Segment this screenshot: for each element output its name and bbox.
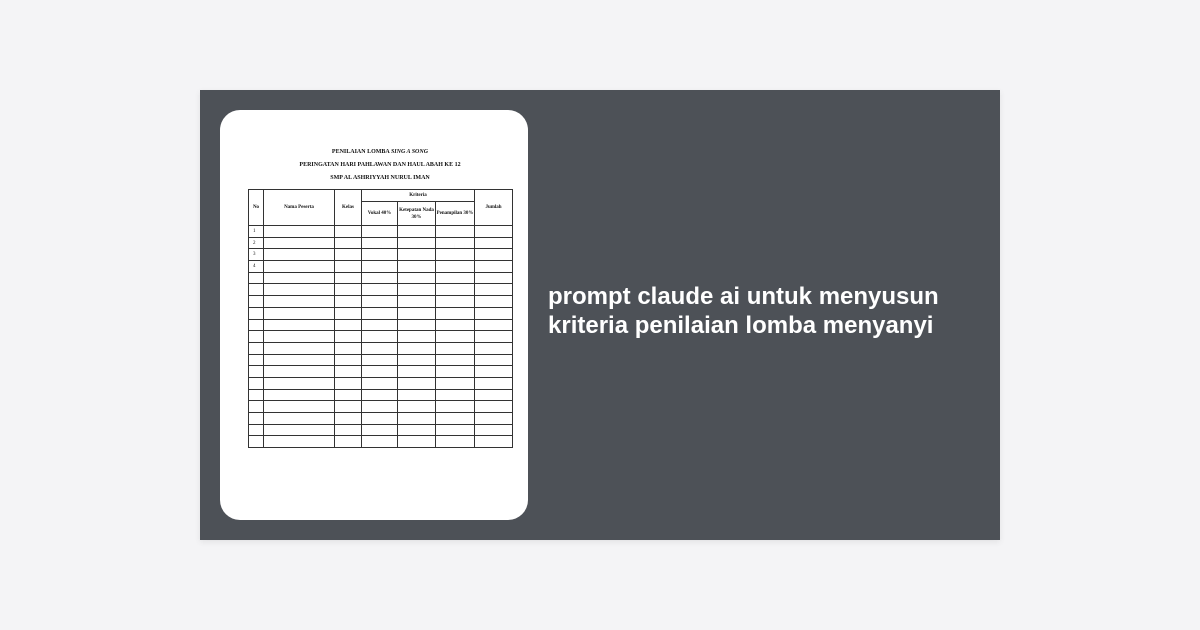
- table-cell: [335, 284, 362, 296]
- scoring-table-body: [249, 226, 513, 448]
- table-row: [249, 342, 513, 354]
- table-cell: [362, 272, 398, 284]
- table-cell: [398, 377, 436, 389]
- row-number: [249, 272, 264, 284]
- row-number: [249, 331, 264, 343]
- table-cell: [362, 331, 398, 343]
- table-cell: [398, 261, 436, 273]
- document-heading-italic: SING A SONG: [390, 149, 429, 155]
- header-nama-peserta: Nama Peserta: [264, 190, 335, 226]
- table-cell: [475, 261, 513, 273]
- table-cell: [264, 331, 335, 343]
- table-cell: [475, 413, 513, 425]
- table-cell: [335, 296, 362, 308]
- table-row: [249, 237, 513, 249]
- table-cell: [398, 331, 436, 343]
- table-cell: [362, 366, 398, 378]
- table-cell: [335, 377, 362, 389]
- table-cell: [264, 296, 335, 308]
- header-penampilan: Penampilan 30%: [436, 202, 475, 226]
- table-cell: [335, 249, 362, 261]
- table-cell: [264, 319, 335, 331]
- table-cell: [475, 366, 513, 378]
- table-row: [249, 261, 513, 273]
- table-cell: [362, 377, 398, 389]
- table-cell: [436, 237, 475, 249]
- row-number: 3: [249, 249, 264, 261]
- table-cell: [264, 401, 335, 413]
- table-cell: [436, 413, 475, 425]
- table-cell: [475, 342, 513, 354]
- table-row: [249, 377, 513, 389]
- table-cell: [335, 436, 362, 448]
- table-cell: [335, 413, 362, 425]
- table-cell: [264, 424, 335, 436]
- header-kriteria: Kriteria: [362, 190, 475, 202]
- row-number: [249, 366, 264, 378]
- table-row: [249, 401, 513, 413]
- table-cell: [436, 377, 475, 389]
- table-cell: [398, 424, 436, 436]
- row-number: [249, 401, 264, 413]
- table-cell: [475, 296, 513, 308]
- table-cell: [335, 342, 362, 354]
- table-cell: [436, 424, 475, 436]
- table-cell: [264, 307, 335, 319]
- table-cell: [362, 342, 398, 354]
- table-row: [249, 331, 513, 343]
- table-cell: [362, 389, 398, 401]
- table-cell: [362, 424, 398, 436]
- table-cell: [264, 272, 335, 284]
- table-cell: [475, 237, 513, 249]
- table-cell: [264, 413, 335, 425]
- table-row: [249, 413, 513, 425]
- header-kelas: Kelas: [335, 190, 362, 226]
- table-cell: [436, 436, 475, 448]
- table-cell: [398, 296, 436, 308]
- article-thumbnail[interactable]: [220, 110, 528, 520]
- table-cell: [475, 331, 513, 343]
- table-cell: [264, 261, 335, 273]
- table-cell: [398, 272, 436, 284]
- table-row: [249, 307, 513, 319]
- table-cell: [475, 307, 513, 319]
- table-cell: [398, 319, 436, 331]
- row-number: 1: [249, 226, 264, 238]
- table-cell: [475, 436, 513, 448]
- document-subheading: PERINGATAN HARI PAHLAWAN DAN HAUL ABAH KE 12: [299, 162, 461, 168]
- row-number: [249, 389, 264, 401]
- table-row: [249, 389, 513, 401]
- table-cell: [475, 401, 513, 413]
- table-cell: [264, 342, 335, 354]
- header-jumlah: Jumlah: [475, 190, 513, 226]
- table-row: [249, 284, 513, 296]
- table-row: [249, 249, 513, 261]
- table-cell: [398, 366, 436, 378]
- table-cell: [398, 237, 436, 249]
- table-row: [249, 436, 513, 448]
- table-cell: [436, 307, 475, 319]
- row-number: [249, 284, 264, 296]
- table-cell: [335, 424, 362, 436]
- header-vokal: Vokal 40%: [362, 202, 398, 226]
- table-cell: [475, 319, 513, 331]
- table-cell: [398, 389, 436, 401]
- table-cell: [362, 319, 398, 331]
- table-cell: [335, 272, 362, 284]
- row-number: [249, 307, 264, 319]
- table-cell: [362, 436, 398, 448]
- table-cell: [335, 401, 362, 413]
- table-cell: [362, 354, 398, 366]
- table-cell: [436, 296, 475, 308]
- table-cell: [335, 261, 362, 273]
- header-ketepatan-nada: Ketepatan Nada 30%: [398, 202, 436, 226]
- row-number: [249, 436, 264, 448]
- table-cell: [362, 296, 398, 308]
- table-cell: [362, 261, 398, 273]
- table-cell: [475, 377, 513, 389]
- row-number: [249, 296, 264, 308]
- table-cell: [362, 307, 398, 319]
- table-cell: [475, 272, 513, 284]
- row-number: [249, 354, 264, 366]
- table-cell: [264, 389, 335, 401]
- table-cell: [335, 331, 362, 343]
- row-number: [249, 377, 264, 389]
- table-cell: [335, 389, 362, 401]
- table-cell: [398, 354, 436, 366]
- header-no: No: [249, 190, 264, 226]
- table-cell: [362, 413, 398, 425]
- scoring-sheet-document: [248, 146, 512, 448]
- table-cell: [398, 284, 436, 296]
- row-number: 2: [249, 237, 264, 249]
- table-cell: [335, 307, 362, 319]
- table-cell: [362, 249, 398, 261]
- table-cell: [264, 237, 335, 249]
- table-cell: [436, 226, 475, 238]
- table-cell: [264, 377, 335, 389]
- table-cell: [335, 237, 362, 249]
- table-cell: [398, 307, 436, 319]
- document-heading-text: PENILAIAN LOMBA: [331, 149, 391, 155]
- table-cell: [398, 342, 436, 354]
- table-cell: [436, 249, 475, 261]
- article-card[interactable]: [200, 90, 1000, 540]
- table-cell: [264, 354, 335, 366]
- table-cell: [335, 354, 362, 366]
- table-cell: [475, 249, 513, 261]
- table-cell: [264, 284, 335, 296]
- table-cell: [264, 226, 335, 238]
- table-cell: [475, 226, 513, 238]
- table-cell: [398, 249, 436, 261]
- table-cell: [475, 424, 513, 436]
- row-number: [249, 413, 264, 425]
- table-row: [249, 319, 513, 331]
- table-cell: [264, 249, 335, 261]
- table-row: [249, 366, 513, 378]
- row-number: [249, 342, 264, 354]
- article-title[interactable]: prompt claude ai untuk menyusun kriteria penilaian lomba menyanyi: [548, 283, 939, 339]
- document-school: SMP AL ASHRIYYAH NURUL IMAN: [330, 175, 430, 181]
- table-cell: [264, 366, 335, 378]
- table-cell: [335, 366, 362, 378]
- table-row: [249, 272, 513, 284]
- table-cell: [436, 354, 475, 366]
- row-number: 4: [249, 261, 264, 273]
- table-cell: [436, 342, 475, 354]
- table-cell: [475, 389, 513, 401]
- table-cell: [362, 284, 398, 296]
- table-cell: [436, 389, 475, 401]
- table-cell: [362, 401, 398, 413]
- table-cell: [398, 401, 436, 413]
- table-cell: [436, 401, 475, 413]
- table-cell: [436, 284, 475, 296]
- table-cell: [398, 413, 436, 425]
- row-number: [249, 319, 264, 331]
- table-cell: [362, 237, 398, 249]
- table-row: [249, 354, 513, 366]
- table-row: [249, 296, 513, 308]
- table-cell: [335, 226, 362, 238]
- table-cell: [475, 354, 513, 366]
- scoring-table: [248, 189, 513, 448]
- table-cell: [436, 319, 475, 331]
- table-cell: [436, 272, 475, 284]
- row-number: [249, 424, 264, 436]
- table-cell: [436, 261, 475, 273]
- document-heading: [248, 146, 512, 159]
- table-row: [249, 226, 513, 238]
- table-cell: [264, 436, 335, 448]
- table-cell: [436, 331, 475, 343]
- table-cell: [398, 226, 436, 238]
- table-cell: [362, 226, 398, 238]
- table-row: [249, 424, 513, 436]
- table-cell: [335, 319, 362, 331]
- table-cell: [398, 436, 436, 448]
- table-cell: [475, 284, 513, 296]
- table-cell: [436, 366, 475, 378]
